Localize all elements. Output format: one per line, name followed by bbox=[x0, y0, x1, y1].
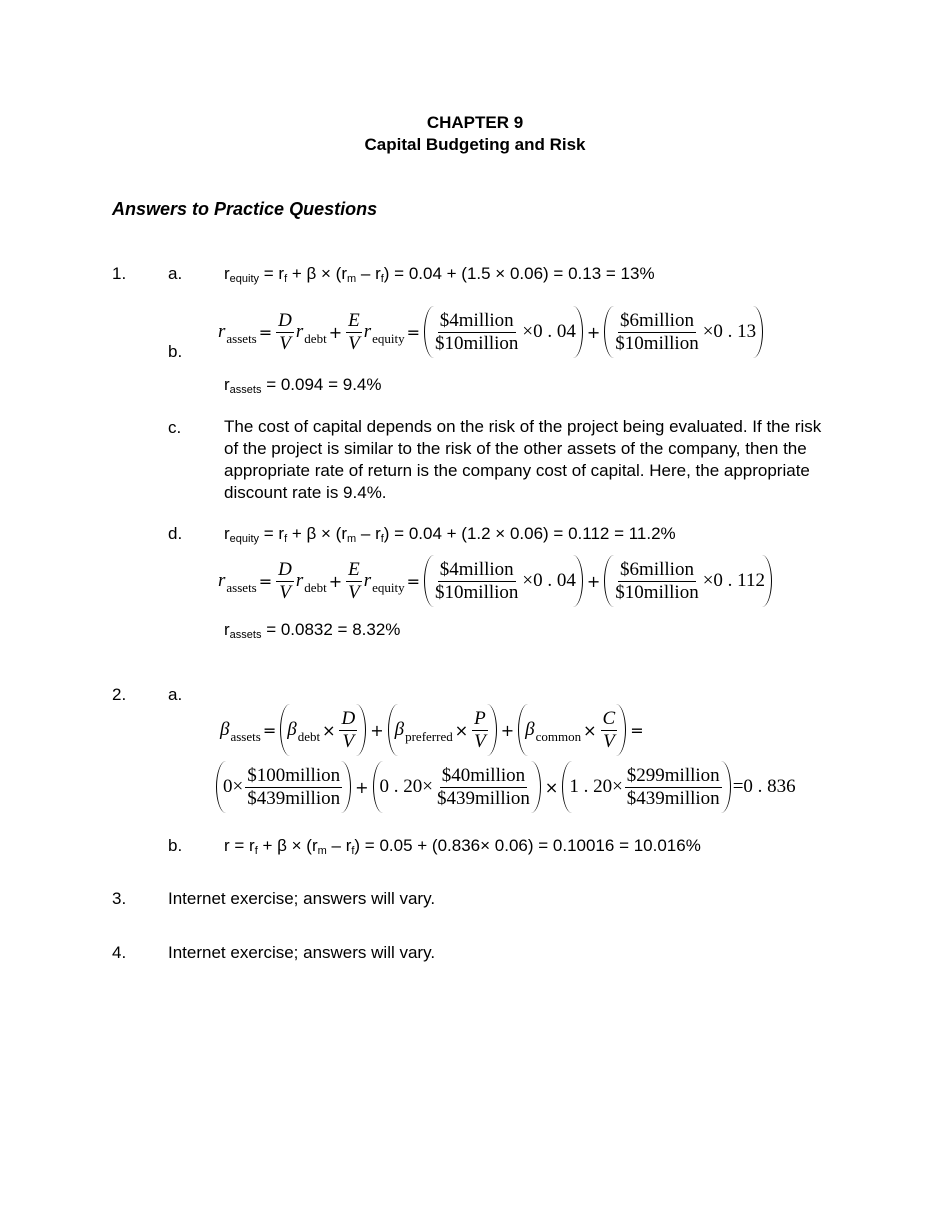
q1-a-equation: $r_{equity} = r_f + \beta \times (r_m - r_f) = 0.04 + (1.5 \times 0.06) = 0.13 = 13\%$ bbox=[224, 264, 655, 285]
chapter-number: CHAPTER 9 bbox=[426, 113, 524, 132]
q1-a-label: a. bbox=[168, 264, 183, 283]
q1-b-equation: r assets = $\frac{D}{V}$ r debt + $\frac{E}{V}$ r equity = $\frac{\text{\$4million}}{\text{\$10million}}$ ×0 . 04 + $\frac{\text{\$6million}}{\text{\$10million}}$ ×0 . 13 bbox=[218, 306, 765, 358]
q1-d-assets-equation: r assets = $\frac{D}{V}$ r debt + $\frac{E}{V}$ r equity = $\frac{\text{\$4million}}{\text{\$10million}}$ ×0 . 04 + $\frac{\text{\$6million}}{\text{\$10million}}$ ×0 . 112 bbox=[218, 555, 774, 607]
question-3-number: 3. bbox=[112, 889, 127, 908]
question-2-number: 2. bbox=[112, 685, 127, 704]
q1-b-label: b. bbox=[168, 342, 183, 361]
section-title: Answers to Practice Questions bbox=[112, 199, 378, 219]
q2-a-label: a. bbox=[168, 685, 183, 704]
q1-d-equation: $r_{equity} = r_f + \beta \times (r_m - r_f) = 0.04 + (1.2 \times 0.06) = 0.112 = 11.2\%$ bbox=[224, 524, 676, 545]
chapter-title: Capital Budgeting and Risk bbox=[364, 135, 586, 154]
q1-d-label: d. bbox=[168, 524, 183, 543]
q2-b-equation: $r = r_f + \beta \times (r_m - r_f) = 0.05 + (0.836\times 0.06) = 0.10016 = 10.016\%$ bbox=[224, 836, 701, 857]
question-3-answer: Internet exercise; answers will vary. bbox=[168, 889, 436, 908]
q1-d-result: $r_{assets} = 0.0832 = 8.32\%$ bbox=[224, 620, 401, 641]
question-4-number: 4. bbox=[112, 943, 127, 962]
q2-b-label: b. bbox=[168, 836, 183, 855]
question-1-number: 1. bbox=[112, 264, 127, 283]
q2-a-equation-line1: β assets = β debt × $\frac{D}{V}$ + β preferred × $\frac{P}{V}$ + β common × $\frac{C}{V}$ = bbox=[220, 704, 646, 756]
question-4-answer: Internet exercise; answers will vary. bbox=[168, 943, 436, 962]
q1-b-result: $r_{assets} = 0.094 = 9.4\%$ bbox=[224, 375, 382, 396]
q1-c-label: c. bbox=[168, 418, 182, 437]
q1-c-paragraph: The cost of capital depends on the risk of the project being evaluated. If the risk of the project is similar to the risk of the other assets of the company, then the appropriate rate of return is the company cost of capital. Here, the appropriate discount rate is 9.4%. bbox=[224, 417, 822, 502]
q2-a-equation-line2: 0× $\frac{\text{\$100million}}{\text{\$439million}}$ + 0 . 20× $\frac{\text{\$40million}}{\text{\$439million}}$ × 1 . 20× $\frac{\text{\$299million}}{\text{\$439million}}$ =0 . 836 bbox=[214, 761, 796, 813]
